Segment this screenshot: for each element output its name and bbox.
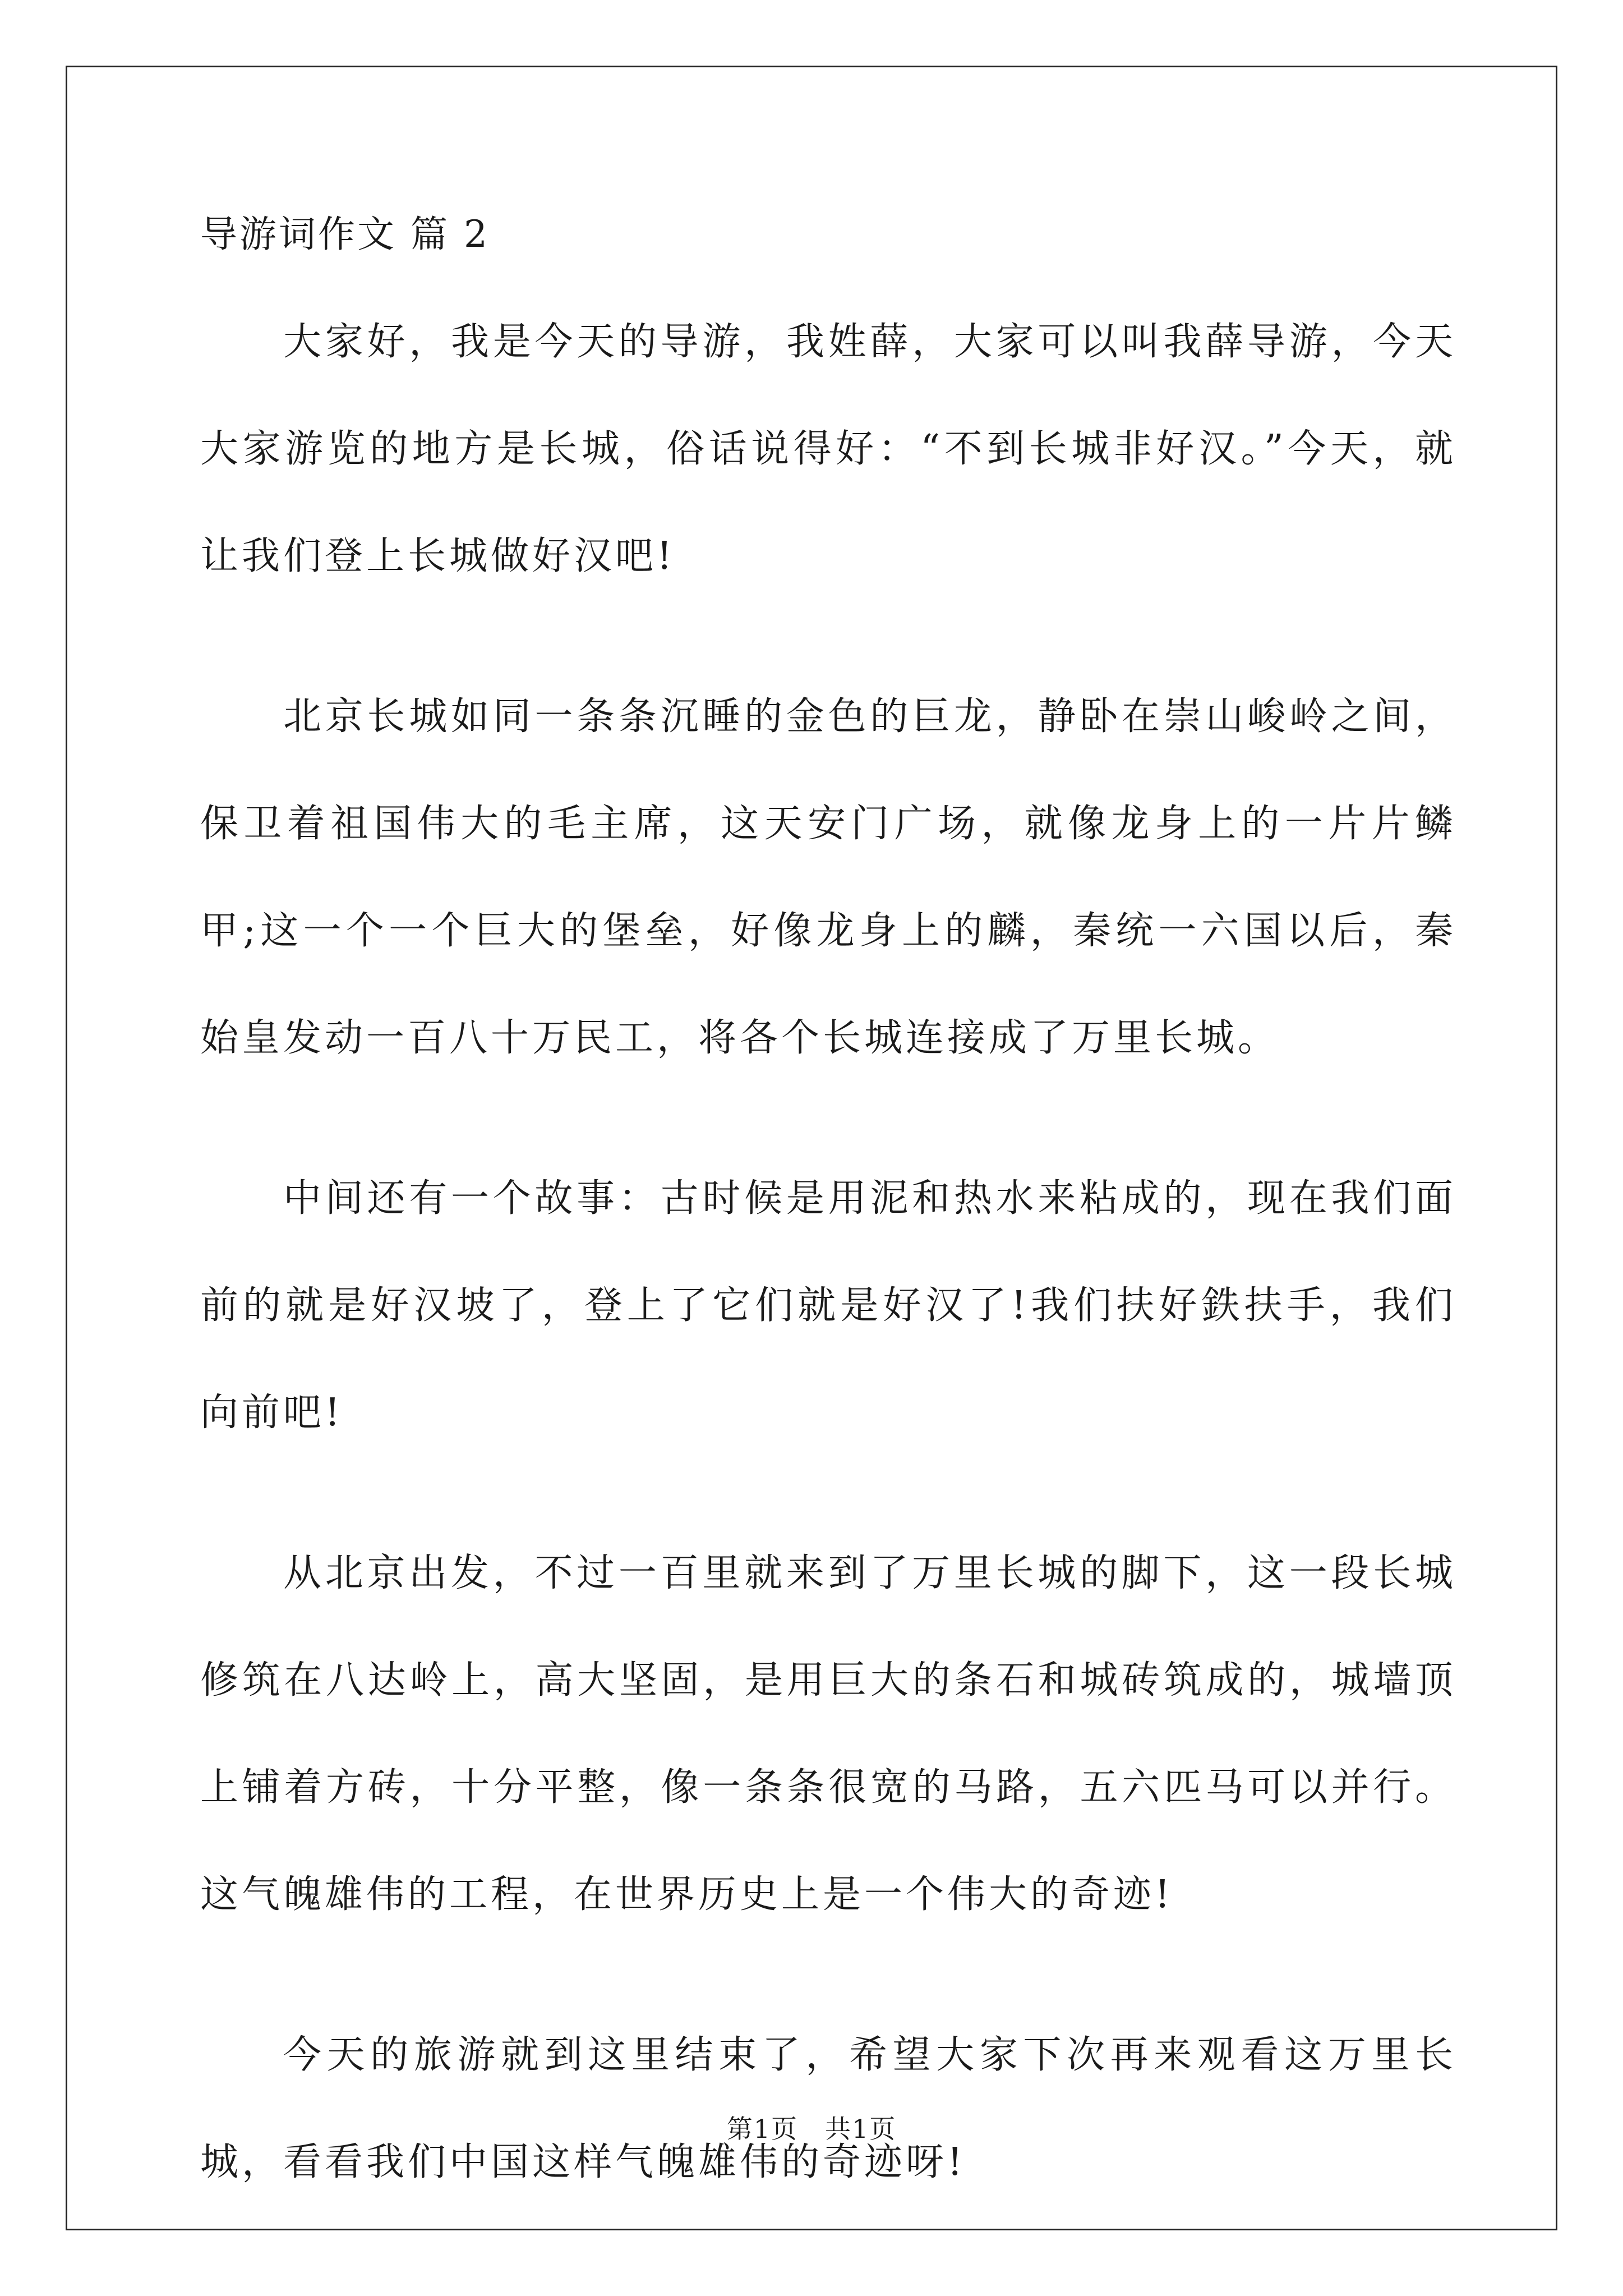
document-title: 导游词作文 篇 2: [200, 213, 490, 256]
paragraph-1: 大家好，我是今天的导游，我姓薛，大家可以叫我薛导游，今天大家游览的地方是长城，俗话说得好：“不到长城非好汉。”今天，就让我们登上长城做好汉吧!: [200, 320, 1456, 578]
paragraph-3: 中间还有一个故事：古时候是用泥和热水来粘成的，现在我们面前的就是好汉坡了，登上了它们就是好汉了!我们扶好鉄扶手，我们向前吧!: [200, 1176, 1456, 1435]
paragraph-2: 北京长城如同一条条沉睡的金色的巨龙，静卧在崇山峻岭之间，保卫着祖国伟大的毛主席，这天安门广场，就像龙身上的一片片鳞甲;这一个一个巨大的堡垒，好像龙身上的麟，秦统一六国以后，秦始皇发动一百八十万民工，将各个长城连接成了万里长城。: [200, 694, 1456, 1060]
paragraph-4: 从北京出发，不过一百里就来到了万里长城的脚下，这一段长城修筑在八达岭上，高大坚固，是用巨大的条石和城砖筑成的，城墙顶上铺着方砖，十分平整，像一条条很宽的马路，五六匹马可以并行。这气魄雄伟的工程，在世界历史上是一个伟大的奇迹!: [200, 1551, 1456, 1917]
document-body: [200, 208, 1456, 2216]
page-footer: [0, 2112, 1623, 2146]
page-number-total: 共1页: [825, 2114, 897, 2144]
paragraph-5: 今天的旅游就到这里结束了，希望大家下次再来观看这万里长城，看看我们中国这样气魄雄伟的奇迹呀!: [200, 2033, 1456, 2184]
page-number-current: 第1页: [726, 2114, 798, 2144]
